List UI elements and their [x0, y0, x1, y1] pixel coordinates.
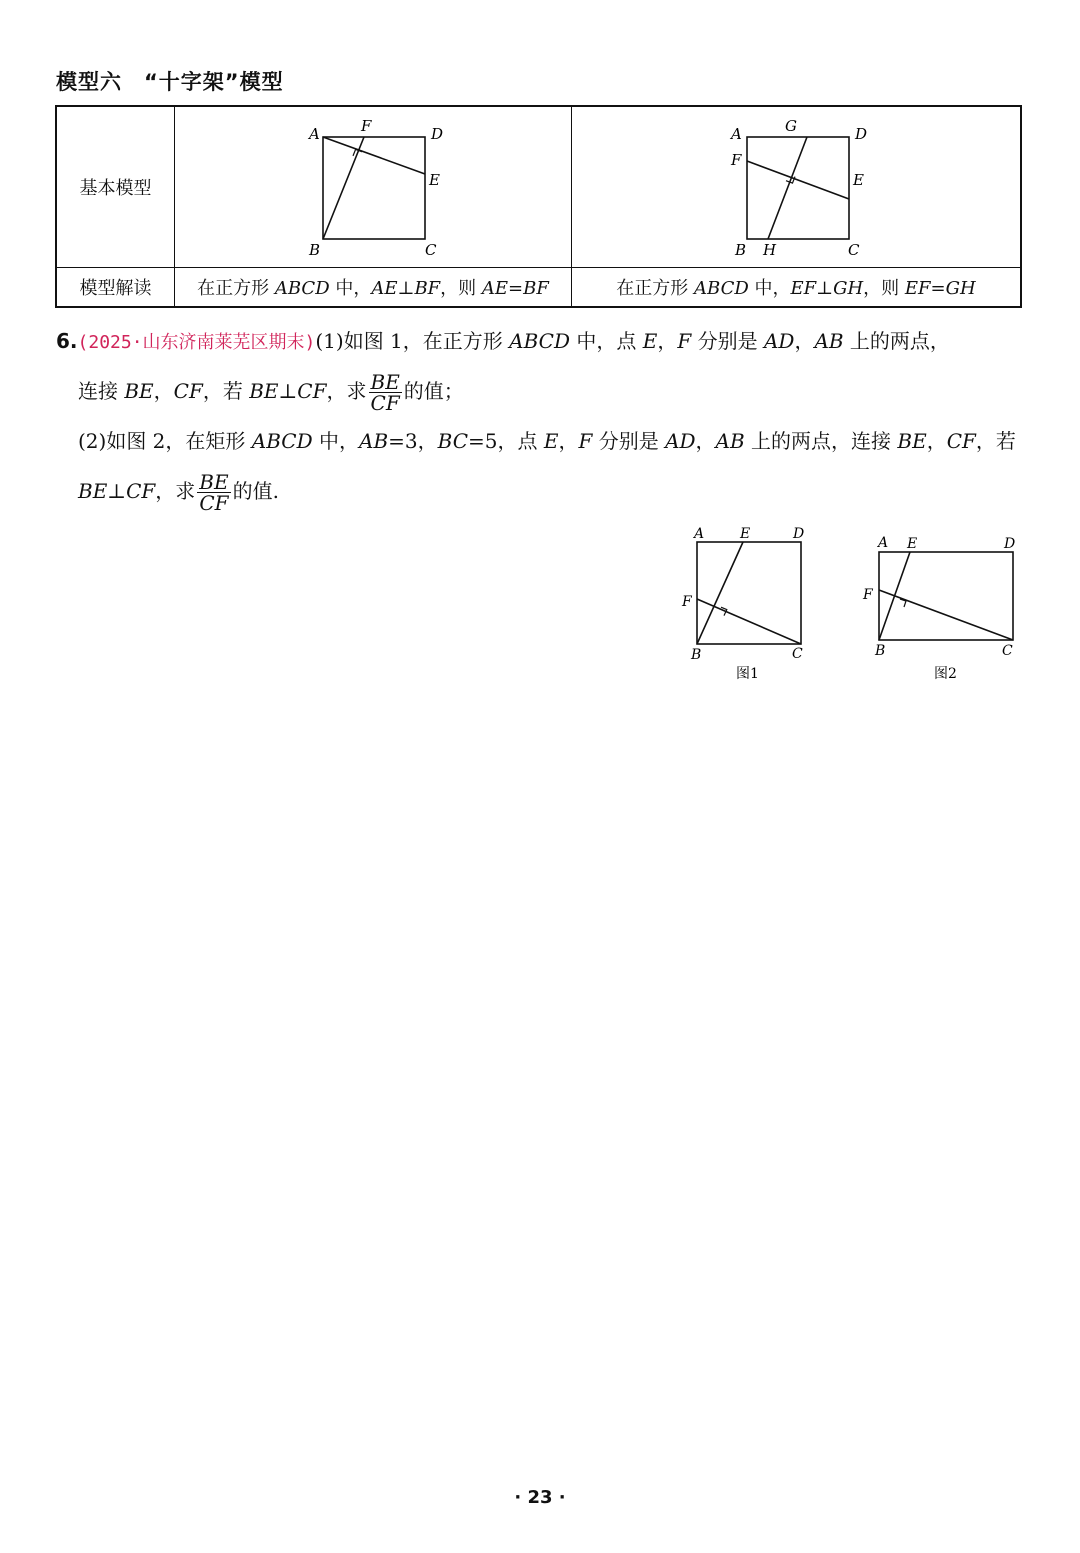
- p1g: 分别是: [691, 329, 764, 353]
- p2o: 上的两点，连接: [744, 429, 898, 453]
- problem-number: 6.: [56, 329, 78, 353]
- p1k: 上的两点，: [843, 329, 950, 353]
- fig2-rectangle: [879, 552, 1013, 640]
- l4a: BE⊥CF: [78, 479, 156, 503]
- p1j: AB: [814, 329, 844, 353]
- p2p: BE: [897, 429, 927, 453]
- fig1-label-e: E: [740, 526, 751, 542]
- p2s: ，若: [975, 429, 1016, 453]
- model1-line-bf: [323, 137, 364, 239]
- p2d: AB: [359, 429, 389, 453]
- l2a: 连接: [78, 379, 125, 403]
- model1-label-d: D: [431, 125, 444, 143]
- model1-diagram: [175, 107, 571, 263]
- model-table: [55, 105, 1022, 308]
- model2-label-g: G: [785, 117, 797, 135]
- model1-text-condition: AE⊥BF: [371, 278, 441, 299]
- page-number: · 23 ·: [514, 1487, 566, 1508]
- p1e: ，: [657, 329, 678, 353]
- fig2-label-e: E: [907, 536, 918, 552]
- p2a: (2)如图 2，在矩形: [78, 429, 252, 453]
- p2r: CF: [946, 429, 976, 453]
- fraction-be-cf-2: [197, 472, 230, 513]
- model2-label-b: B: [735, 241, 747, 259]
- l2h: 的值；: [403, 379, 464, 403]
- model1-label-b: B: [309, 241, 321, 259]
- fig2-line-cf: [879, 590, 1013, 640]
- p1a: (1)如图 1，在正方形: [315, 329, 510, 353]
- l2c: ，: [153, 379, 174, 403]
- problem-6: [56, 316, 1026, 516]
- fraction-numerator: BE: [370, 370, 400, 394]
- fig2-label-c: C: [1002, 643, 1013, 659]
- l4c: 的值.: [232, 479, 279, 503]
- p1i: ，: [794, 329, 815, 353]
- p2i: ，: [558, 429, 579, 453]
- fig1-caption: 图1: [736, 666, 759, 682]
- p2e: =3，: [388, 429, 438, 453]
- model2-figure-cell: [572, 106, 1022, 268]
- row-label-basic-model: 基本模型: [56, 106, 175, 268]
- section-title: 模型六 “十字架”模型: [56, 70, 284, 94]
- l2d: CF: [173, 379, 203, 403]
- fig1-label-a: A: [694, 526, 705, 542]
- model1-square: [323, 137, 425, 239]
- p2q: ，: [926, 429, 947, 453]
- table-row-interpretation: [56, 268, 1021, 308]
- model1-label-a: A: [309, 125, 320, 143]
- l2b: BE: [124, 379, 154, 403]
- fig1-label-b: B: [691, 647, 702, 663]
- model2-label-e: E: [853, 171, 864, 189]
- problem-line-4: [56, 466, 1026, 516]
- model1-label-e: E: [429, 171, 440, 189]
- p1d: E: [642, 329, 658, 353]
- p1f: F: [677, 329, 692, 353]
- p2b: ABCD: [251, 429, 313, 453]
- fig1-square: [697, 542, 801, 644]
- p1c: 中，点: [570, 329, 643, 353]
- l4b: ，求: [155, 479, 196, 503]
- fig2-caption: 图2: [934, 666, 957, 682]
- model2-text-result: EF=GH: [904, 278, 976, 299]
- fig2-right-angle: [900, 599, 906, 607]
- fraction-denominator: CF: [370, 391, 400, 415]
- model2-line-ef: [747, 161, 849, 199]
- l2g: ，求: [326, 379, 367, 403]
- fig2-label-b: B: [875, 643, 886, 659]
- model1-label-f: F: [361, 117, 372, 135]
- p2h: E: [543, 429, 559, 453]
- p2j: F: [578, 429, 593, 453]
- model2-label-f: F: [731, 151, 742, 169]
- model2-label-a: A: [731, 125, 742, 143]
- fraction-denominator-2: CF: [199, 491, 229, 515]
- l2e: ，若: [202, 379, 250, 403]
- fig1-line-cf: [697, 599, 801, 644]
- problem-line-1: [56, 316, 1026, 366]
- model1-text-square: ABCD: [274, 278, 330, 299]
- fraction-be-cf: [369, 372, 402, 413]
- fig1-line-be: [697, 542, 743, 644]
- model1-text-result: AE=BF: [481, 278, 549, 299]
- fig1-label-c: C: [792, 646, 803, 662]
- table-row-basic-model: [56, 106, 1021, 268]
- problem-source: (2025·山东济南莱芜区期末): [77, 332, 316, 353]
- p2f: BC: [437, 429, 468, 453]
- p2m: ，: [695, 429, 716, 453]
- fig1-label-f: F: [682, 594, 692, 610]
- model1-interpretation: [175, 268, 572, 308]
- p2n: AB: [715, 429, 745, 453]
- fig2-label-d: D: [1004, 536, 1016, 552]
- model2-interpretation: [572, 268, 1022, 308]
- p2l: AD: [665, 429, 696, 453]
- model2-label-d: D: [855, 125, 868, 143]
- p2c: 中，: [312, 429, 359, 453]
- model2-label-h: H: [763, 241, 777, 259]
- p2k: 分别是: [592, 429, 666, 453]
- fig2-label-a: A: [878, 535, 889, 551]
- l2f: BE⊥CF: [249, 379, 327, 403]
- model2-text-condition: EF⊥GH: [790, 278, 864, 299]
- model1-text-mid: 中，: [329, 278, 372, 299]
- model1-figure-cell: [175, 106, 572, 268]
- fig2-label-f: F: [863, 587, 873, 603]
- problem-figures: [672, 520, 1032, 690]
- model1-text-prefix: 在正方形: [197, 278, 275, 299]
- model1-text-then: ，则: [440, 278, 482, 299]
- model2-text-prefix: 在正方形: [616, 278, 695, 299]
- problem-line-2: [56, 366, 1026, 416]
- model2-square: [747, 137, 849, 239]
- model2-text-mid: 中，: [748, 278, 791, 299]
- fraction-numerator-2: BE: [199, 470, 229, 494]
- model2-text-square: ABCD: [694, 278, 749, 299]
- model1-label-c: C: [425, 241, 437, 259]
- model2-label-c: C: [848, 241, 860, 259]
- fig1-label-d: D: [793, 526, 805, 542]
- p2g: =5，点: [468, 429, 544, 453]
- problem-line-3: [56, 416, 1026, 466]
- row-label-interpretation: 模型解读: [56, 268, 175, 308]
- model1-line-ae: [323, 137, 425, 174]
- model2-line-gh: [768, 137, 807, 239]
- model2-diagram: [572, 107, 1020, 263]
- p1b: ABCD: [509, 329, 571, 353]
- p1h: AD: [763, 329, 795, 353]
- model2-text-then: ，则: [863, 278, 905, 299]
